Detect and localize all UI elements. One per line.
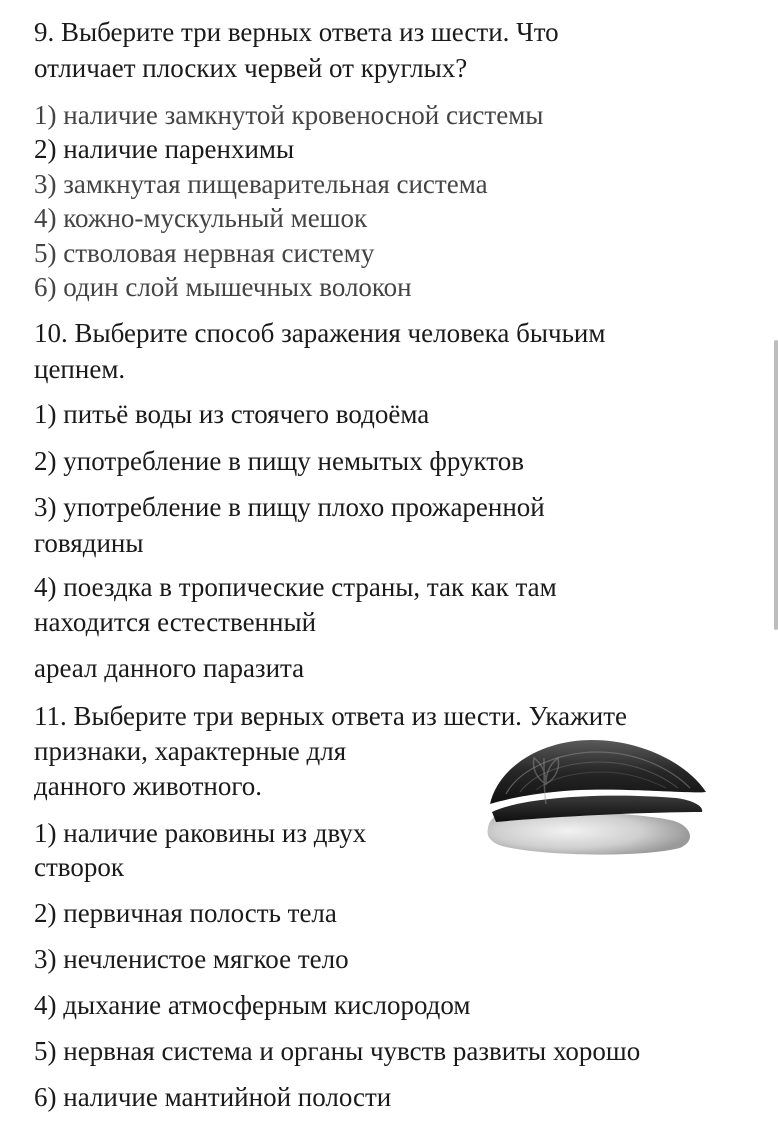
q11-title-cont2: данного животного. bbox=[34, 771, 262, 801]
q10-option-4-cont2: ареал данного паразита bbox=[34, 653, 305, 683]
q11-title: 11. Выберите три верных ответа из шести. Укажите bbox=[34, 701, 627, 731]
q10-option-3: 3) употребление в пищу плохо прожаренной bbox=[34, 492, 545, 522]
q9-title-cont: отличает плоских червей от круглых? bbox=[34, 53, 468, 83]
q10-option-1: 1) питьё воды из стоячего водоёма bbox=[34, 399, 430, 429]
q9-option-1: 1) наличие замкнутой кровеносной системы bbox=[34, 100, 544, 130]
q11-option-1: 1) наличие раковины из двух bbox=[34, 818, 367, 848]
scrollbar[interactable] bbox=[774, 340, 778, 630]
q9-option-4: 4) кожно-мускульный мешок bbox=[34, 203, 368, 233]
q9-title: 9. Выберите три верных ответа из шести. Что bbox=[34, 17, 559, 47]
q9-option-2: 2) наличие паренхимы bbox=[34, 134, 295, 164]
q11-option-2: 2) первичная полость тела bbox=[34, 898, 337, 928]
q11-title-cont: признаки, характерные для bbox=[34, 736, 347, 766]
q10-option-3-cont: говядины bbox=[34, 528, 144, 558]
q10-option-2: 2) употребление в пищу немытых фруктов bbox=[34, 446, 524, 476]
q11-option-6: 6) наличие мантийной полости bbox=[34, 1082, 392, 1112]
q11-option-3: 3) нечленистое мягкое тело bbox=[34, 944, 349, 974]
q10-option-4: 4) поездка в тропические страны, так как там bbox=[34, 572, 557, 602]
q9-option-6: 6) один слой мышечных волокон bbox=[34, 272, 412, 302]
q11-option-4: 4) дыхание атмосферным кислородом bbox=[34, 990, 471, 1020]
q11-option-5: 5) нервная система и органы чувств развиты хорошо bbox=[34, 1036, 641, 1066]
q11-option-1-cont: створок bbox=[34, 852, 124, 882]
q10-title-cont: цепнем. bbox=[34, 354, 126, 384]
q10-title: 10. Выберите способ заражения человека бычьим bbox=[34, 318, 606, 348]
q9-option-5: 5) стволовая нервная систему bbox=[34, 238, 375, 268]
bivalve-mollusk-shell-icon bbox=[480, 728, 712, 858]
q10-option-4-cont: находится естественный bbox=[34, 607, 317, 637]
q9-option-3: 3) замкнутая пищеварительная система bbox=[34, 169, 488, 199]
